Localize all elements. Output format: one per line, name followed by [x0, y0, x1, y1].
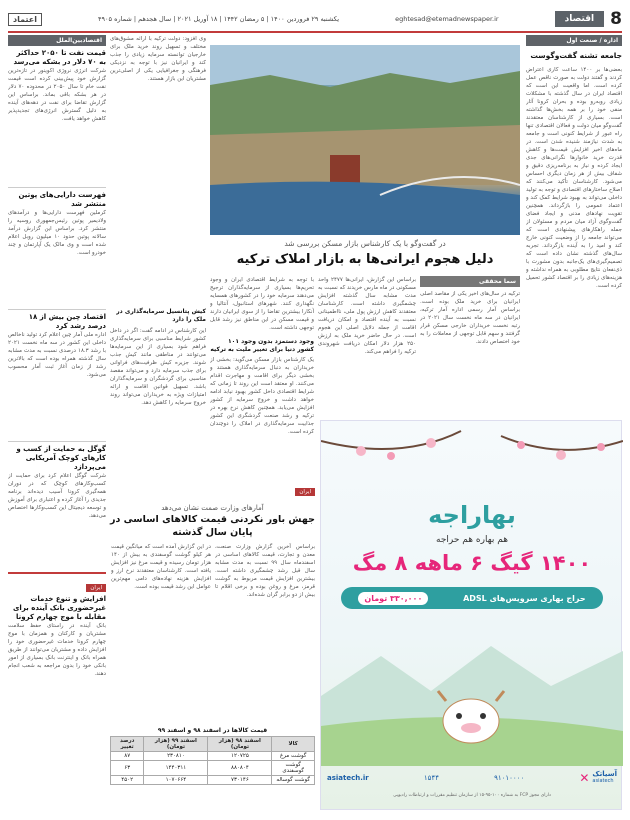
price-table-header: کالا — [272, 737, 315, 752]
photo-scene — [210, 45, 520, 235]
blossom-branches — [321, 421, 623, 511]
right-column-bar: اداره / صنعت اول — [526, 35, 622, 46]
main-subhead-1: وجود دستمزد بدون وجود ۱۰۱ کشور دنیا برای تغییر ملیت به ترکیه — [210, 338, 314, 353]
table-cell: گوشت گوسفندی — [272, 761, 315, 776]
date-line: یکشنبه ۲۹ فروردین ۱۴۰۰ | ۵ رمضان ۱۴۴۲ | ۱۸ آوریل ۲۰۲۱ | سال هجدهم | شماره ۴۹۰۵ — [98, 15, 340, 23]
header-rule — [8, 31, 622, 33]
table-cell: ۱۲۰۷۲۵ — [208, 752, 272, 761]
main-subhead-2: کیش پتانسیل سرمایه‌گذاری در ملک را دارد — [116, 308, 206, 323]
asiatech-advertisement[interactable] — [320, 420, 622, 810]
right-column-body: بعضی‌ها بر ۱۴۰۰ ساعت کاری اعتراض کردند و گفتند دولت به صورت ناقص عمل کرده است. اما واقعیت این است که اقتصاد ایران در سال گذشته با مشکلات زیادی روبه‌رو بوده و بحران کرونا آثار منفی خود را بر همه بخش‌ها گذاشته است. بسیاری از کارشناسان معتقدند گفت‌وگو میان دولت و فعالان اقتصادی تنها راه عبور از شرایط کنونی است و جامعه به شدت نیازمند شنیده شدن است. در ماه‌های اخیر افزایش قیمت‌ها و کاهش قدرت خرید خانوارها نگرانی‌های جدی ایجاد کرده و نیاز به برنامه‌ریزی دقیق و شفاف بیش از هر زمان دیگری احساس می‌شود. کارشناسان تأکید می‌کنند که اصلاح ساختارهای اقتصادی و توجه به تولید داخلی می‌تواند به بهبود شرایط کمک کند و اعتماد عمومی را بازگرداند. همچنین تقویت نهادهای مدنی و ایجاد فضای گفت‌وگوی آزاد میان مردم و مسئولان از جمله راهکارهای پیشنهادی است که می‌تواند جامعه را از وضعیت کنونی خارج کند و امید را به آینده بازگرداند. تجربه سال‌های گذشته نشان داده است که تصمیم‌گیری‌های یک‌جانبه بدون مشورت با ذی‌نفعان نتایج مطلوبی به همراه نداشته و هزینه‌های زیادی را بر اقتصاد کشور تحمیل کرده است. — [526, 67, 622, 289]
prices-headline: جهش باور نکردنی قیمت کالاهای اساسی در پایان سال گذشته — [110, 514, 315, 538]
price-table-header: اسفند ۹۹ (هزار تومان) — [144, 737, 208, 752]
prices-article — [110, 478, 315, 813]
prices-body-1: براساس آخرین گزارش وزارت صنعت، معدن و تجارت، قیمت کالاهای اساسی در اسفندماه سال ۹۹ نسبت به مدت مشابه سال قبل رشد چشمگیری داشته است. بیشترین افزایش قیمت مربوط به گوشت قرمز، مرغ و روغن بوده و برخی اقلام تا بیش از دو برابر گران شده‌اند. — [215, 544, 315, 598]
page-number: 8 — [610, 9, 622, 29]
ad-website[interactable]: asiatech.ir — [327, 774, 369, 782]
main-continuation — [110, 35, 206, 475]
table-cell: گوشت گوساله — [272, 776, 315, 785]
news-title-putin: فهرست دارایی‌های پوتین منتشر شد — [18, 191, 106, 208]
ad-brand-en: asiatech — [592, 778, 614, 784]
price-table-title: قیمت کالاها در اسفند ۹۸ و اسفند ۹۹ — [157, 727, 268, 734]
ad-subtitle: هم بهاره هم حراجه — [436, 535, 508, 545]
table-cell: ۱۴۴۰۳۱۱ — [144, 761, 208, 776]
ad-offer: ۱۴۰۰ گیگ ۶ ماهه ۸ مگ — [352, 551, 592, 575]
table-cell: ۶۳ — [111, 761, 144, 776]
table-cell: ۸۷ — [111, 752, 144, 761]
table-cell: گوشت مرغ — [272, 752, 315, 761]
news-body-oil: شرکت انرژی نروژی اکوینور در تازه‌ترین گزارش خود پیش‌بینی کرده است قیمت نفت خام تا سال ۲۰۵۰ در محدوده ۷۰ دلار در هر بشکه باقی بماند. براساس این گزارش تقاضا برای نفت در دهه‌های آینده به دلیل گسترش انرژی‌های تجدیدپذیر کاهش خواهد یافت. — [8, 68, 106, 122]
ad-price-bar — [341, 587, 603, 609]
prices-tag: ایران — [295, 488, 315, 496]
ad-plan: حراج بهاری سرویس‌های ADSL — [463, 593, 586, 603]
main-col-a: براساس این گزارش، ایرانی‌ها ۲۴۷۷ واحد مسکونی در ماه مارس خریدند که نسبت به مدت مشابه سال گذشته افزایش چشمگیری داشته است. کارشناسان معتقدند کاهش ارزش پول ملی، نااطمینانی نسبت به آینده اقتصاد و امکان دریافت اقامت از جمله دلایل اصلی این هجوم است. در حال حاضر خرید ملک به ارزش ۲۵۰ هزار دلار امکان دریافت شهروندی ترکیه را فراهم می‌کند. — [318, 277, 416, 355]
table-cell: ۸۸۰۸۰۴ — [208, 761, 272, 776]
table-row — [111, 776, 315, 785]
main-col-e: این کارشناس در ادامه گفت: اگر در داخل کشور شرایط مناسبی برای سرمایه‌گذاری فراهم شود بسیاری از این سرمایه‌ها می‌توانند در مناطقی مانند کیش جذب شوند. جزیره کیش ظرفیت‌های فراوانی برای جذب سرمایه دارد و می‌تواند مقصد مناسبی برای گردشگران و سرمایه‌گذاران باشد. تسهیل قوانین اقامت و ارائه امتیازات ویژه به خریداران می‌تواند روند خروج سرمایه را کاهش دهد. — [110, 328, 206, 406]
main-headline: دلیل هجوم ایرانی‌ها به بازار املاک ترکیه — [236, 252, 494, 267]
main-col-c: یک کارشناس بازار مسکن می‌گوید: بخشی از خریداران به دنبال سرمایه‌گذاری هستند و بخشی دیگر برای اقامت و مهاجرت اقدام می‌کنند. او معتقد است این روند تا زمانی که شرایط اقتصادی داخل کشور بهبود نیابد ادامه خواهد داشت و خروج سرمایه از کشور افزایش می‌یابد. همچنین کاهش نرخ بهره در ترکیه و رشد صنعت گردشگری این کشور جذابیت سرمایه‌گذاری در املاک را دوچندان کرده است. — [210, 357, 314, 435]
news-title-oil: قیمت نفت تا ۲۰۵۰ حداکثر به ۷۰ دلار در بشکه می‌رسد — [13, 49, 106, 66]
news-body-china: اداره ملی آمار چین اعلام کرد تولید ناخالص داخلی این کشور در سه ماه نخست ۲۰۲۱ با رشد ۱۸.۳ درصدی نسبت به مدت مشابه سال گذشته همراه بوده است که بالاترین رشد از زمان آغاز ثبت آمار محسوب می‌شود. — [8, 332, 106, 378]
price-table — [110, 736, 315, 785]
site-email[interactable]: eghtesad@etemadnewspaper.ir — [395, 15, 499, 23]
right-column-title: جامعه تشنه گفت‌وگوست — [530, 51, 622, 60]
ad-brand-name: آسیاتک — [592, 770, 617, 778]
bank-tag: ایران — [86, 584, 106, 592]
ad-brand — [579, 771, 617, 785]
main-col-b: با توجه به شرایط اقتصادی ایران و وجود تحریم‌ها بسیاری از سرمایه‌گذاران ترجیح می‌دهند سرمایه خود را در کشورهای همسایه نگهداری کنند. شهرهای استانبول، آنتالیا و آنکارا بیشترین تقاضا را از سوی ایرانیان دارند و قیمت مسکن در این مناطق نیز رشد قابل توجهی داشته است. — [210, 277, 314, 331]
main-col-d: وی افزود: دولت ترکیه با ارائه مشوق‌های مختلف و تسهیل روند خرید ملک برای خارجیان توانسته سرمایه زیادی را جذب کند و ایرانیان نیز با توجه به نزدیکی فرهنگی و جغرافیایی یکی از اصلی‌ترین مشتریان این بازار هستند. — [110, 36, 206, 82]
table-cell: ۲۳۰۸۱۰ — [144, 752, 208, 761]
table-cell: ۷۳۰۱۴۶ — [208, 776, 272, 785]
price-table-header: درصد تغییر — [111, 737, 144, 752]
left-column-bar: اقتصادبین‌الملل — [8, 35, 106, 46]
ad-fine-print: دارای مجوز FCP به شماره ۱۰۰-۹۵-۱۵ از سازمان تنظیم مقررات و ارتباطات رادیویی — [393, 793, 551, 798]
left-column — [8, 35, 106, 810]
news-title-google: گوگل به حمایت از کسب و کارهای کوچک آمریکایی می‌پردازد — [16, 445, 106, 471]
photo-turkey-coast — [210, 45, 520, 235]
table-cell: ۴۵۰۲ — [111, 776, 144, 785]
newspaper-logo: اعتماد — [8, 13, 42, 26]
prices-kicker: آمارهای وزارت صمت نشان می‌دهد — [161, 504, 264, 512]
news-body-google: شرکت گوگل اعلام کرد برای حمایت از کسب‌وکارهای کوچک که در دوران همه‌گیری کرونا آسیب دیده‌اند برنامه جدیدی را آغاز کرده و اعتباری برای آموزش و توسعه دیجیتال این کسب‌وکارها اختصاص می‌دهد. — [8, 473, 106, 519]
news-title-china: اقتصاد چین بیش از ۱۸ درصد رشد کرد — [28, 313, 106, 330]
ad-footer — [327, 771, 617, 785]
ad-phone-2[interactable]: ۹۱۰۱۰۰۰۰ — [494, 774, 525, 782]
ad-title: بهاراجه — [428, 501, 516, 529]
price-table-header: اسفند ۹۸ (هزار تومان) — [208, 737, 272, 752]
section-label: اقتصاد — [555, 11, 605, 27]
main-kicker: در گفت‌وگو با یک کارشناس بازار مسکن بررسی شد — [284, 239, 446, 248]
bank-body: بانک آینده در راستای حفظ سلامت مشتریان و کارکنان و همزمان با موج چهارم کرونا خدمات غیرحضوری خود را افزایش داده و مشتریان می‌توانند از طریق همراه بانک و اینترنت بانک بسیاری از امور بانکی خود را بدون مراجعه به شعب انجام دهند. — [8, 623, 106, 677]
bank-headline: افزایش و تنوع خدمات غیرحضوری بانک آینده برای مقابله با موج چهارم کرونا — [13, 595, 106, 621]
ad-phone-1[interactable]: ۱۵۴۴ — [423, 774, 439, 782]
header — [8, 8, 622, 30]
asiatech-logo-icon: ✕ — [579, 771, 590, 785]
author-name: سما محققی — [420, 276, 520, 287]
ad-illustration — [321, 616, 623, 766]
main-lede: ترکیه در سال‌های اخیر یکی از مقاصد اصلی ایرانیان برای خرید ملک بوده است. براساس آمار رسمی اداره آمار ترکیه، ایرانیان در سه ماه نخست سال ۲۰۲۱ در رتبه نخست خریداران خارجی مسکن قرار گرفتند و سهم قابل توجهی از معاملات را به خود اختصاص دادند. — [420, 291, 520, 345]
main-col-b-block — [210, 276, 314, 446]
table-row — [111, 761, 315, 776]
table-cell: ۱۰۷۰۶۶۴ — [144, 776, 208, 785]
table-row — [111, 752, 315, 761]
prices-body-2: در این گزارش آمده است که میانگین قیمت هر کیلو گوشت گوسفندی به بیش از ۱۴۰ هزار تومان رسیده و قیمت مرغ نیز افزایش یافته است. کارشناسان معتقدند نرخ ارز و افزایش هزینه نهاده‌های دامی مهم‌ترین عوامل این رشد قیمت بوده است. — [111, 544, 211, 590]
news-body-putin: کرملین فهرست دارایی‌ها و درآمدهای ولادیمیر پوتین رئیس‌جمهوری روسیه را منتشر کرد. براساس این گزارش درآمد سالانه پوتین حدود ۱۰ میلیون روبل اعلام شده است و وی مالک یک آپارتمان و چند خودرو است. — [8, 210, 106, 256]
ad-price: ۳۳۰,۰۰۰ تومان — [358, 592, 428, 605]
